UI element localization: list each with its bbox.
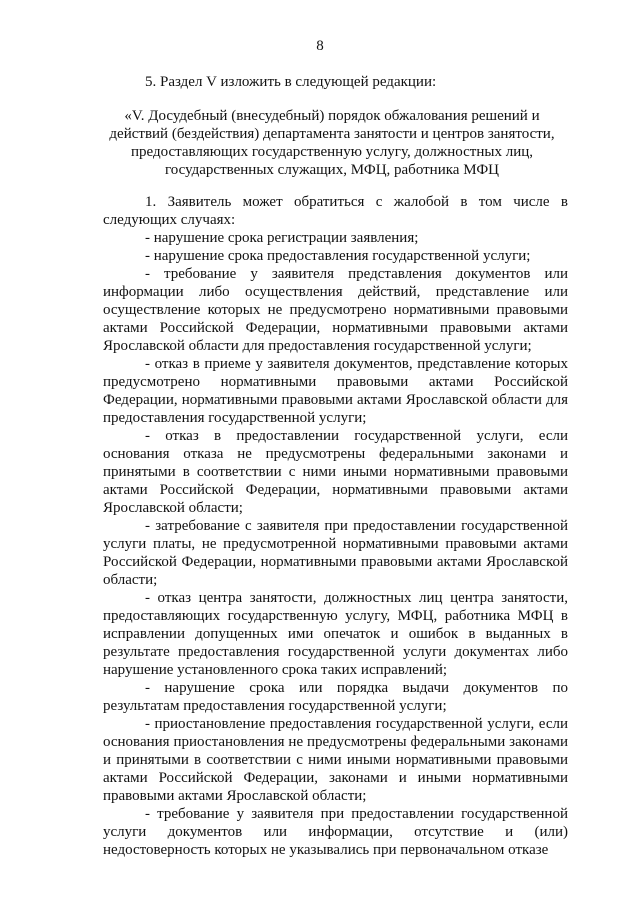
page-number: 8 [316,38,324,54]
paragraph: 1. Заявитель может обратиться с жалобой в том числе в следующих случаях: [103,194,568,228]
list-item: - нарушение срока или порядка выдачи документов по результатам предоставления государственной услуги; [103,680,568,714]
section-title: «V. Досудебный (внесудебный) порядок обжалования решений и действий (бездействия) департамента занятости и центров занятости, предоставляющих государственную услугу, должностных лиц, государственных служащих, МФЦ, работника МФЦ [109,108,555,178]
list-item: - затребование с заявителя при предоставлении государственной услуги платы, не предусмотренной нормативными правовыми актами Российской Федерации, нормативными правовыми актами Ярославской области; [103,518,568,588]
list-item: - требование у заявителя при предоставлении государственной услуги документов или информации, отсутствие и (или) недостоверность которых не указывались при первоначальном отказе [103,806,568,858]
list-item: - требование у заявителя представления документов или информации либо осуществления действий, представление или осуществление которых не предусмотрено нормативными правовыми актами Российской Федерации, нормативными правовыми актами Ярославской области для предоставления государственной услуги; [103,266,568,354]
intro-line: 5. Раздел V изложить в следующей редакции: [145,74,437,90]
list-item: - нарушение срока предоставления государственной услуги; [145,248,531,264]
body-text [103,193,568,859]
list-item: - отказ в приеме у заявителя документов, представление которых предусмотрено нормативными правовыми актами Российской Федерации, нормативными правовыми актами Ярославской области для предоставления государственной услуги; [103,356,568,426]
list-item: - отказ в предоставлении государственной услуги, если основания отказа не предусмотрены федеральными законами и принятыми в соответствии с ними иными нормативными правовыми актами Российской Федерации, нормативными правовыми актами Ярославской области; [103,428,568,516]
list-item: - приостановление предоставления государственной услуги, если основания приостановления не предусмотрены федеральными законами и принятыми в соответствии с ними иными нормативными правовыми актами Российской Федерации, законами и иными нормативными правовыми актами Ярославской области; [103,716,568,804]
list-item: - нарушение срока регистрации заявления; [145,230,419,246]
list-item: - отказ центра занятости, должностных лиц центра занятости, предоставляющих государственную услугу, МФЦ, работника МФЦ в исправлении допущенных ими опечаток и ошибок в выданных в результате предоставления государственной услуги документах либо нарушение установленного срока таких исправлений; [103,590,568,678]
